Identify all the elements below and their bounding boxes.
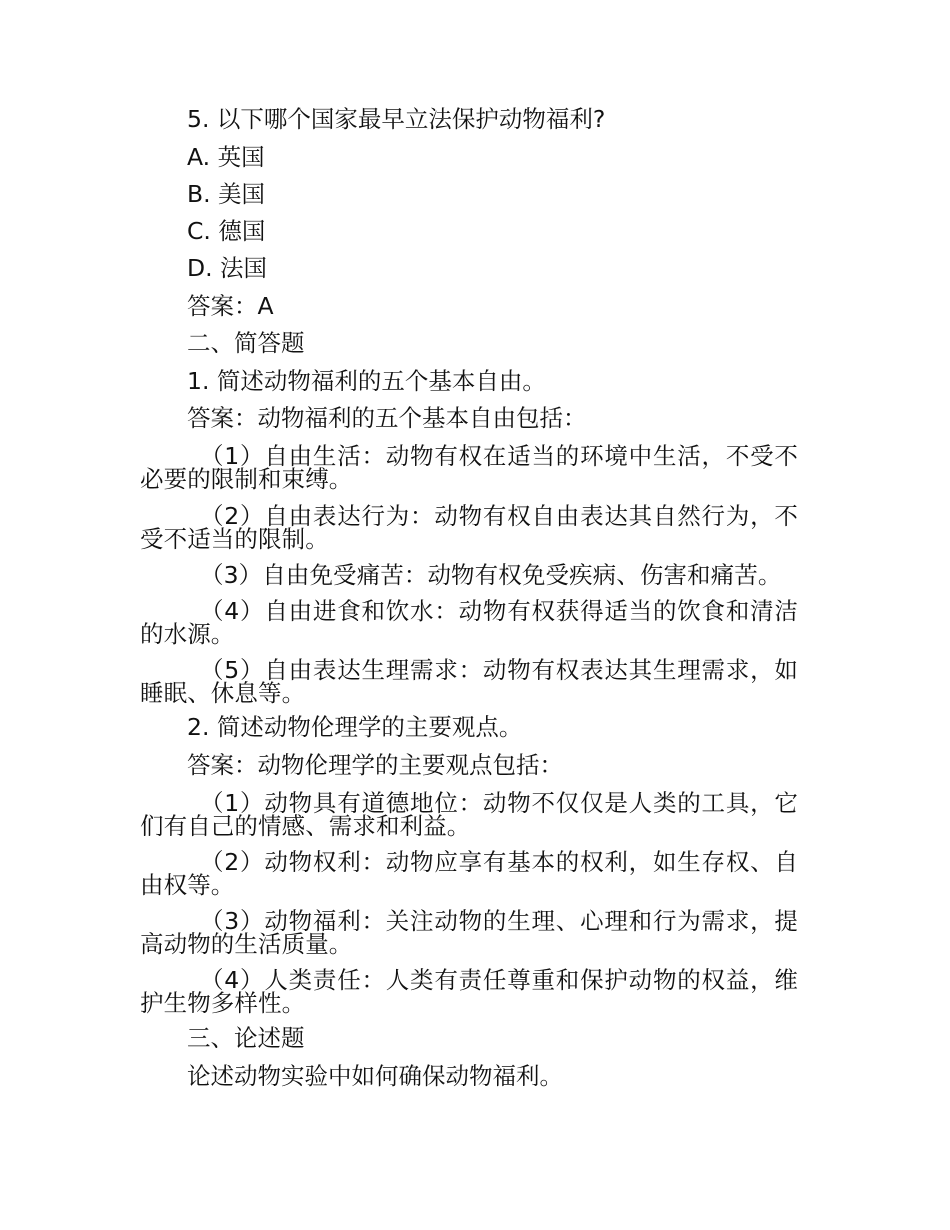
s2-q2-item-4: （4）人类责任：人类有责任尊重和保护动物的权益，维护生物多样性。 xyxy=(140,966,798,1017)
s2-q2-question: 2. 简述动物伦理学的主要观点。 xyxy=(187,713,523,741)
s2-q1-item-5: （5）自由表达生理需求：动物有权表达其生理需求，如睡眠、休息等。 xyxy=(140,656,798,707)
section2-heading: 二、简答题 xyxy=(187,329,305,357)
s2-q2-item-1: （1）动物具有道德地位：动物不仅仅是人类的工具，它们有自己的情感、需求和利益。 xyxy=(140,789,798,840)
s2-q2-item-3: （3）动物福利：关注动物的生理、心理和行为需求，提高动物的生活质量。 xyxy=(140,907,798,958)
s2-q1-item-2: （2）自由表达行为：动物有权自由表达其自然行为，不受不适当的限制。 xyxy=(140,502,798,553)
q5-option-c: C. 德国 xyxy=(187,217,266,245)
s2-q1-item-1: （1）自由生活：动物有权在适当的环境中生活，不受不必要的限制和束缚。 xyxy=(140,442,798,493)
q5-question: 5. 以下哪个国家最早立法保护动物福利? xyxy=(187,105,606,133)
s2-q2-answer-intro: 答案：动物伦理学的主要观点包括： xyxy=(187,751,563,779)
s2-q2-item-2: （2）动物权利：动物应享有基本的权利，如生存权、自由权等。 xyxy=(140,848,798,899)
q5-option-b: B. 美国 xyxy=(187,180,266,208)
q5-option-a: A. 英国 xyxy=(187,143,265,171)
q5-answer: 答案：A xyxy=(187,292,274,320)
section3-heading: 三、论述题 xyxy=(187,1024,305,1052)
s2-q1-answer-intro: 答案：动物福利的五个基本自由包括： xyxy=(187,404,587,432)
s2-q1-question: 1. 简述动物福利的五个基本自由。 xyxy=(187,367,546,395)
s3-question: 论述动物实验中如何确保动物福利。 xyxy=(187,1062,563,1090)
q5-option-d: D. 法国 xyxy=(187,254,268,282)
s2-q1-item-3: （3）自由免受痛苦：动物有权免受疾病、伤害和痛苦。 xyxy=(200,561,782,589)
s2-q1-item-4: （4）自由进食和饮水：动物有权获得适当的饮食和清洁的水源。 xyxy=(140,597,798,648)
